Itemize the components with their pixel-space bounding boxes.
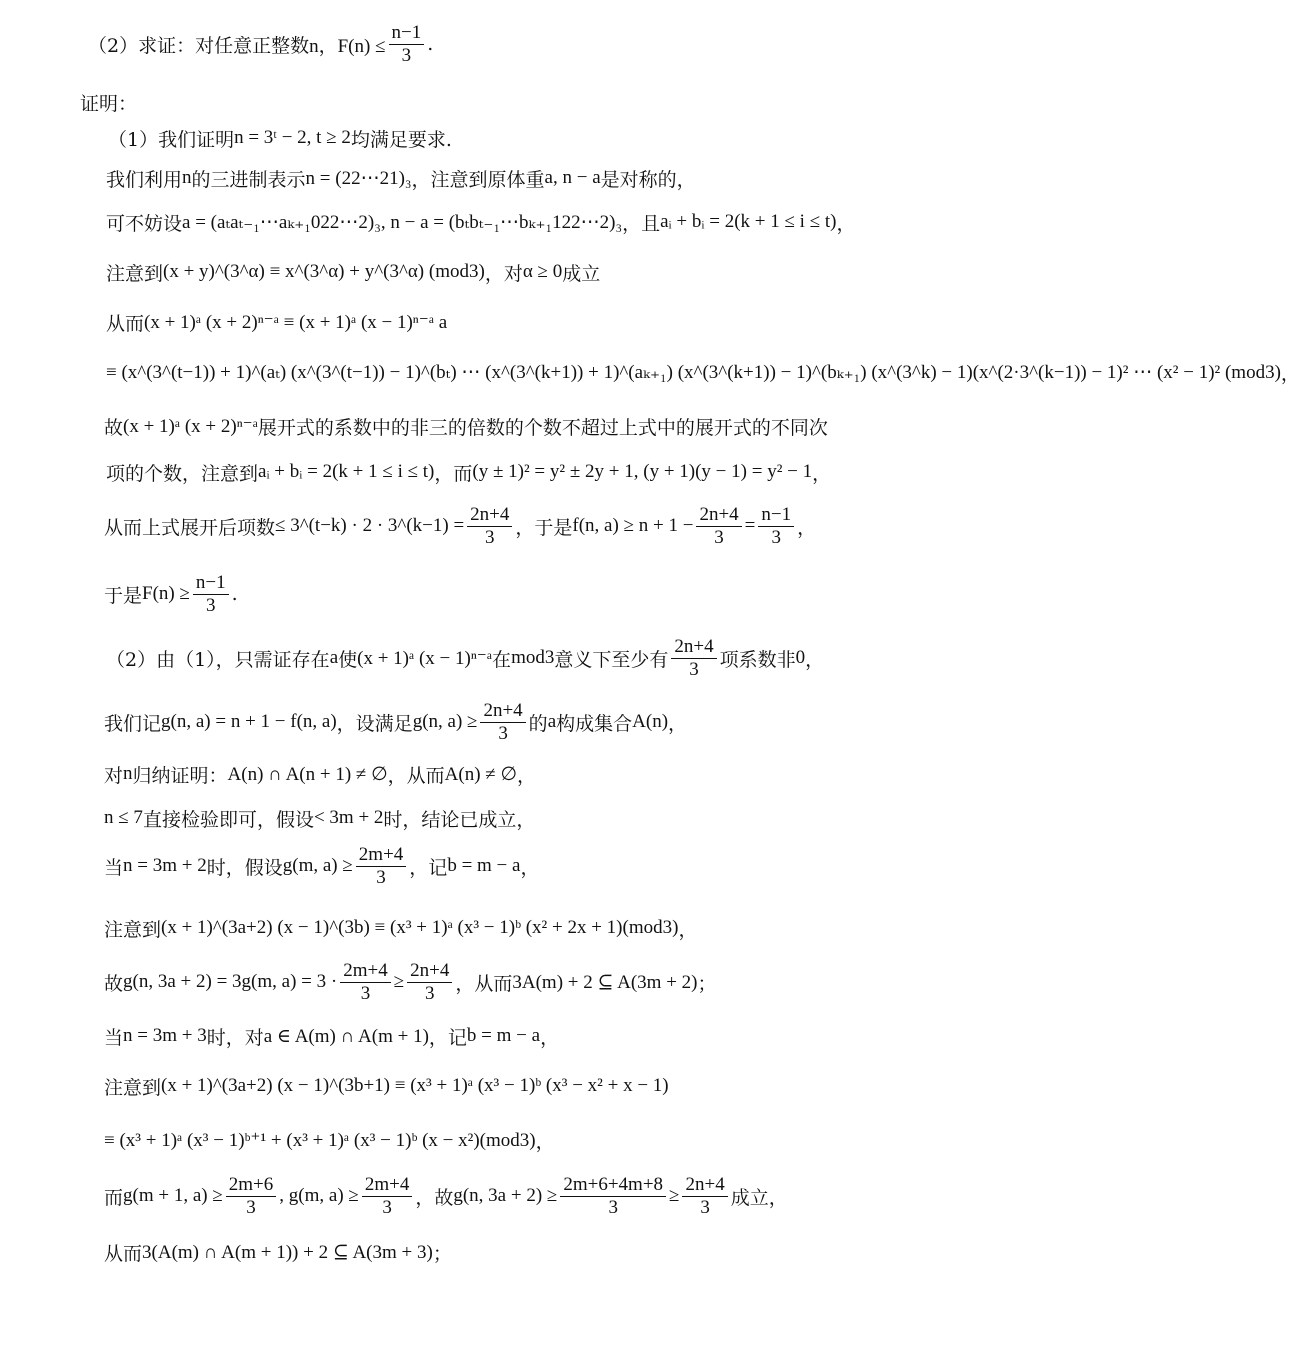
text-span: 对	[104, 764, 124, 787]
text-line	[108, 122, 452, 154]
text-span: 我们利用	[106, 168, 183, 191]
fraction-denominator: 3	[771, 526, 781, 548]
fraction	[407, 961, 452, 1004]
text-line	[104, 1236, 452, 1268]
math-expression: (x + 1)^(3a+2) (x − 1)^(3b) ≡ (x³ + 1)ᵃ (x³ − 1)ᵇ (x² + 2x + 1)(mod3)	[161, 917, 679, 938]
fraction-numerator: 2m+6+4m+8	[560, 1175, 666, 1197]
text-span: ，而	[434, 462, 473, 485]
text-span: 项的个数，注意到	[106, 462, 259, 485]
fraction	[480, 701, 525, 744]
math-expression: 3A(m) + 2 ⊆ A(3m + 2)	[512, 971, 698, 993]
math-expression: n，F(n) ≤	[309, 35, 386, 57]
fraction	[356, 845, 407, 888]
math-expression: n = 3ᵗ − 2, t ≥ 2	[234, 127, 351, 148]
math-expression: g(m, a) ≥	[282, 855, 353, 876]
math-expression: , g(m, a) ≥	[279, 1185, 359, 1206]
fraction	[193, 573, 229, 616]
math-expression: aᵢ + bᵢ = 2(k + 1 ≤ i ≤ t)	[660, 211, 837, 232]
fraction-numerator: 2n+4	[480, 701, 525, 723]
text-line	[106, 206, 856, 238]
text-line	[104, 758, 536, 790]
text-span: 而	[104, 1186, 124, 1209]
math-expression: ≡ (x³ + 1)ᵃ (x³ − 1)ᵇ⁺¹ + (x³ + 1)ᵃ (x³ − 1)ᵇ (x − x²)(mod3)	[104, 1129, 536, 1151]
fraction-denominator: 3	[714, 526, 724, 548]
math-expression: α ≥ 0	[522, 261, 563, 282]
math-expression: (x + 1)^(3a+2) (x − 1)^(3b+1) ≡ (x³ + 1)ᵃ (x³ − 1)ᵇ (x³ − x² + x − 1)	[161, 1075, 669, 1096]
math-expression: g(n, 3a + 2) ≥	[453, 1185, 558, 1206]
math-expression: n	[123, 763, 133, 784]
fraction-numerator: 2m+4	[340, 961, 391, 983]
text-span: ，故	[415, 1186, 454, 1209]
fraction	[340, 961, 391, 1004]
math-expression: ≥	[393, 971, 405, 992]
text-line	[88, 21, 434, 66]
text-span: ，	[678, 918, 698, 941]
text-span: ，从而	[455, 972, 513, 995]
text-span: ，	[797, 516, 817, 539]
text-line	[104, 571, 238, 616]
text-span: 意义下至少有	[554, 648, 669, 671]
math-expression: b = m − a	[466, 1025, 541, 1046]
math-expression: (x + 1)ᵃ (x + 2)ⁿ⁻ᵃ	[123, 415, 258, 437]
text-span: 直接检验即可，假设	[142, 808, 314, 831]
text-span: 成立，	[730, 1186, 788, 1209]
math-expression: 3(A(m) ∩ A(m + 1)) + 2 ⊆ A(3m + 3)	[142, 1241, 433, 1263]
fraction	[682, 1175, 727, 1218]
math-expression: A(n) ∩ A(n + 1) ≠ ∅	[227, 763, 388, 785]
math-expression: (x + 1)ᵃ (x − 1)ⁿ⁻ᵃ	[357, 647, 493, 669]
text-span: 当	[104, 856, 124, 879]
text-span: ，	[520, 856, 540, 879]
math-expression: n = 3m + 2	[123, 855, 207, 876]
fraction-numerator: 2m+4	[356, 845, 407, 867]
math-expression: g(n, a) ≥	[412, 711, 478, 732]
text-span: .	[427, 33, 434, 55]
math-expression: a ∈ A(m) ∩ A(m + 1)	[263, 1025, 429, 1047]
text-span: 从而上式展开后项数	[104, 516, 276, 539]
text-span: 成立	[562, 262, 601, 285]
fraction	[671, 637, 716, 680]
text-span: 从而	[104, 1242, 143, 1265]
text-line	[104, 802, 535, 834]
fraction-denominator: 3	[608, 1196, 618, 1218]
text-span: ，	[836, 212, 856, 235]
text-line	[106, 306, 447, 338]
text-span: 展开式的系数中的非三的倍数的个数不超过上式中的展开式的不同次	[257, 416, 828, 439]
text-span: （1）我们证明	[108, 128, 235, 151]
text-span: 故	[104, 416, 124, 439]
text-line	[104, 912, 697, 944]
text-span: ，	[535, 1130, 555, 1153]
text-line	[104, 1020, 559, 1052]
math-expression: ≥	[669, 1185, 680, 1206]
text-span: 时，假设	[206, 856, 283, 879]
math-expression: a	[329, 647, 339, 668]
math-expression: F(n) ≥	[142, 583, 190, 604]
text-line	[104, 503, 817, 548]
text-span: ，	[540, 1026, 560, 1049]
fraction-numerator: 2n+4	[671, 637, 716, 659]
fraction	[758, 505, 794, 548]
text-span: 时，结论已成立，	[383, 808, 536, 831]
fraction-denominator: 3	[425, 982, 435, 1004]
text-span: ，从而	[387, 764, 445, 787]
text-span: 时，对	[206, 1026, 264, 1049]
text-line	[104, 843, 540, 888]
text-span: ，记	[428, 1026, 467, 1049]
fraction-denominator: 3	[401, 44, 412, 66]
fraction-denominator: 3	[485, 526, 495, 548]
text-span: ，	[517, 764, 537, 787]
math-expression: a, n − a	[544, 167, 601, 188]
text-line	[106, 456, 831, 488]
text-span: 我们记	[104, 712, 162, 735]
text-span: 当	[104, 1026, 124, 1049]
fraction-denominator: 3	[376, 866, 386, 888]
fraction-denominator: 3	[206, 594, 216, 616]
math-expression: mod3	[511, 647, 555, 668]
fraction-denominator: 3	[700, 1196, 710, 1218]
fraction-numerator: 2n+4	[407, 961, 452, 983]
text-line	[104, 1070, 669, 1102]
text-line	[106, 635, 825, 680]
fraction-numerator: n−1	[193, 573, 229, 595]
math-expression: a = (aₜaₜ₋₁⋯aₖ₊₁022⋯2)₃, n − a = (bₜbₜ₋₁⋯bₖ₊₁122⋯2)₃	[182, 211, 623, 233]
text-line	[104, 699, 688, 744]
fraction	[362, 1175, 413, 1218]
text-span: 使	[338, 648, 358, 671]
math-expression: A(n)	[632, 711, 669, 732]
fraction-numerator: 2n+4	[467, 505, 512, 527]
fraction-numerator: 2m+6	[226, 1175, 277, 1197]
text-line	[106, 256, 600, 288]
text-span: .	[231, 583, 238, 605]
text-span: 的三进制表示	[191, 168, 306, 191]
text-line	[104, 1173, 788, 1218]
fraction-numerator: n−1	[758, 505, 794, 527]
math-expression: b = m − a	[447, 855, 521, 876]
math-expression: g(m + 1, a) ≥	[123, 1185, 223, 1206]
math-expression: ≤ 3^(t−k) · 2 · 3^(k−1) =	[275, 515, 465, 536]
fraction-denominator: 3	[689, 658, 699, 680]
math-expression: 0	[795, 647, 806, 668]
math-expression: (y ± 1)² = y² ± 2y + 1, (y + 1)(y − 1) = y² − 1	[472, 461, 813, 482]
math-expression: n = (22⋯21)₃	[305, 167, 412, 189]
text-span: 注意到	[106, 262, 164, 285]
math-expression: A(n) ≠ ∅	[444, 763, 518, 785]
text-span: ；	[432, 1242, 452, 1265]
fraction	[389, 23, 425, 66]
math-expression: < 3m + 2	[313, 807, 384, 828]
math-expression: (x + y)^(3^α) ≡ x^(3^α) + y^(3^α) (mod3)	[163, 261, 485, 282]
math-expression: (x + 1)ᵃ (x + 2)ⁿ⁻ᵃ ≡ (x + 1)ᵃ (x − 1)ⁿ⁻ᵃ a	[144, 311, 448, 333]
text-line	[106, 162, 696, 194]
text-span: ，注意到原体重	[411, 168, 545, 191]
text-span: ，且	[622, 212, 661, 235]
fraction-numerator: n−1	[389, 23, 425, 45]
text-span: 注意到	[104, 918, 162, 941]
text-span: ，	[1280, 362, 1300, 385]
fraction	[560, 1175, 666, 1218]
text-span: ，	[812, 462, 832, 485]
text-span: 项系数非	[719, 648, 796, 671]
math-expression: f(n, a) ≥ n + 1 −	[572, 515, 694, 536]
fraction	[467, 505, 512, 548]
text-span: 从而	[106, 312, 145, 335]
fraction-numerator: 2n+4	[682, 1175, 727, 1197]
math-expression: =	[744, 515, 756, 536]
text-line	[106, 356, 1300, 388]
fraction	[226, 1175, 277, 1218]
math-expression: g(n, a) = n + 1 − f(n, a)	[161, 711, 337, 732]
fraction-denominator: 3	[360, 982, 371, 1004]
fraction	[696, 505, 741, 548]
text-span: 注意到	[104, 1076, 162, 1099]
fraction-numerator: 2n+4	[696, 505, 741, 527]
text-span: 在	[492, 648, 512, 671]
math-expression: ≡ (x^(3^(t−1)) + 1)^(aₜ) (x^(3^(t−1)) − 1)^(bₜ) ⋯ (x^(3^(k+1)) + 1)^(aₖ₊₁) (x^(3^(k+1)) − 1)^(bₖ₊₁) (x^(3^k) − 1)(x^(2·3^(k−1)) − 1)² ⋯ (x² − 1)² (mod3)	[106, 361, 1281, 383]
text-line	[104, 959, 717, 1004]
math-expression: aᵢ + bᵢ = 2(k + 1 ≤ i ≤ t)	[258, 461, 435, 482]
text-span: ，设满足	[336, 712, 413, 735]
text-line	[104, 410, 828, 442]
math-expression: n ≤ 7	[104, 807, 143, 828]
text-span: 归纳证明：	[132, 764, 228, 787]
text-span: 的	[528, 712, 548, 735]
text-span: ，	[805, 648, 825, 671]
text-line	[104, 1124, 555, 1156]
math-expression: n	[182, 167, 192, 188]
text-span: 可不妨设	[106, 212, 183, 235]
fraction-denominator: 3	[382, 1196, 392, 1218]
text-span: ，	[668, 712, 688, 735]
text-span: ，于是	[515, 516, 573, 539]
text-span: ，记	[409, 856, 448, 879]
text-span: （2）由（1），只需证存在	[106, 648, 330, 671]
text-span: ，对	[484, 262, 523, 285]
text-span: 故	[104, 972, 124, 995]
text-span: 构成集合	[556, 712, 633, 735]
text-span: ；	[697, 972, 717, 995]
fraction-denominator: 3	[498, 722, 508, 744]
text-span: （2）求证：对任意正整数	[88, 34, 310, 57]
math-expression: a	[547, 711, 557, 732]
text-span: 证明：	[80, 92, 138, 115]
math-expression: g(n, 3a + 2) = 3g(m, a) = 3 ·	[123, 971, 338, 992]
text-line	[80, 86, 137, 118]
fraction-denominator: 3	[246, 1196, 256, 1218]
math-expression: n = 3m + 3	[123, 1025, 207, 1046]
text-span: 是对称的，	[600, 168, 696, 191]
text-span: 均满足要求.	[350, 128, 452, 151]
text-span: 于是	[104, 584, 143, 607]
fraction-numerator: 2m+4	[362, 1175, 413, 1197]
